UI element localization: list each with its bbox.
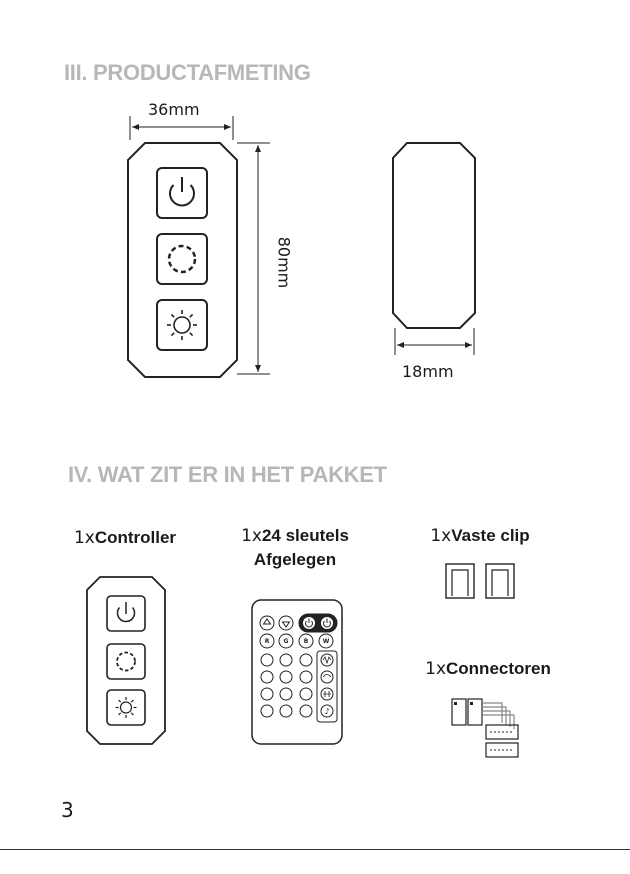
height-label: 80mm <box>274 236 294 289</box>
remote-key-b: B <box>303 638 309 646</box>
remote-key-r: R <box>264 638 270 646</box>
section-title-dimensions: III. PRODUCTAFMETING <box>64 60 311 85</box>
brightness-icon <box>167 310 197 340</box>
mode-icon <box>169 246 195 272</box>
front-view-diagram <box>120 110 290 390</box>
item-label-connectors: 1xConnectoren <box>425 659 551 679</box>
item-label-clip: 1xVaste clip <box>430 526 530 546</box>
brightness-down-icon <box>279 616 293 630</box>
width-label: 36mm <box>148 100 200 119</box>
music-note-icon: ♪ <box>324 707 330 716</box>
remote-key-g: G <box>283 638 289 646</box>
power-icon <box>170 177 194 205</box>
remote-key-w: W <box>322 638 330 646</box>
remote-image <box>251 599 343 745</box>
mode-button-outline <box>157 234 207 284</box>
controller-image <box>84 574 170 748</box>
page-number: 3 <box>61 798 74 822</box>
footer-rule <box>0 849 630 850</box>
brightness-icon <box>116 697 137 718</box>
connectors-image <box>446 695 526 761</box>
power-icon <box>118 602 135 621</box>
section-title-package: IV. WAT ZIT ER IN HET PAKKET <box>68 462 387 487</box>
side-view-diagram <box>385 135 485 365</box>
clip-image <box>444 562 524 602</box>
mode-icon <box>117 653 135 671</box>
item-label-controller: 1xController <box>73 528 177 548</box>
power-button-outline <box>157 168 207 218</box>
brightness-button-outline <box>157 300 207 350</box>
item-label-remote: 1x24 sleutels Afgelegen <box>241 526 349 569</box>
depth-label: 18mm <box>402 362 454 381</box>
brightness-up-icon <box>260 616 274 630</box>
